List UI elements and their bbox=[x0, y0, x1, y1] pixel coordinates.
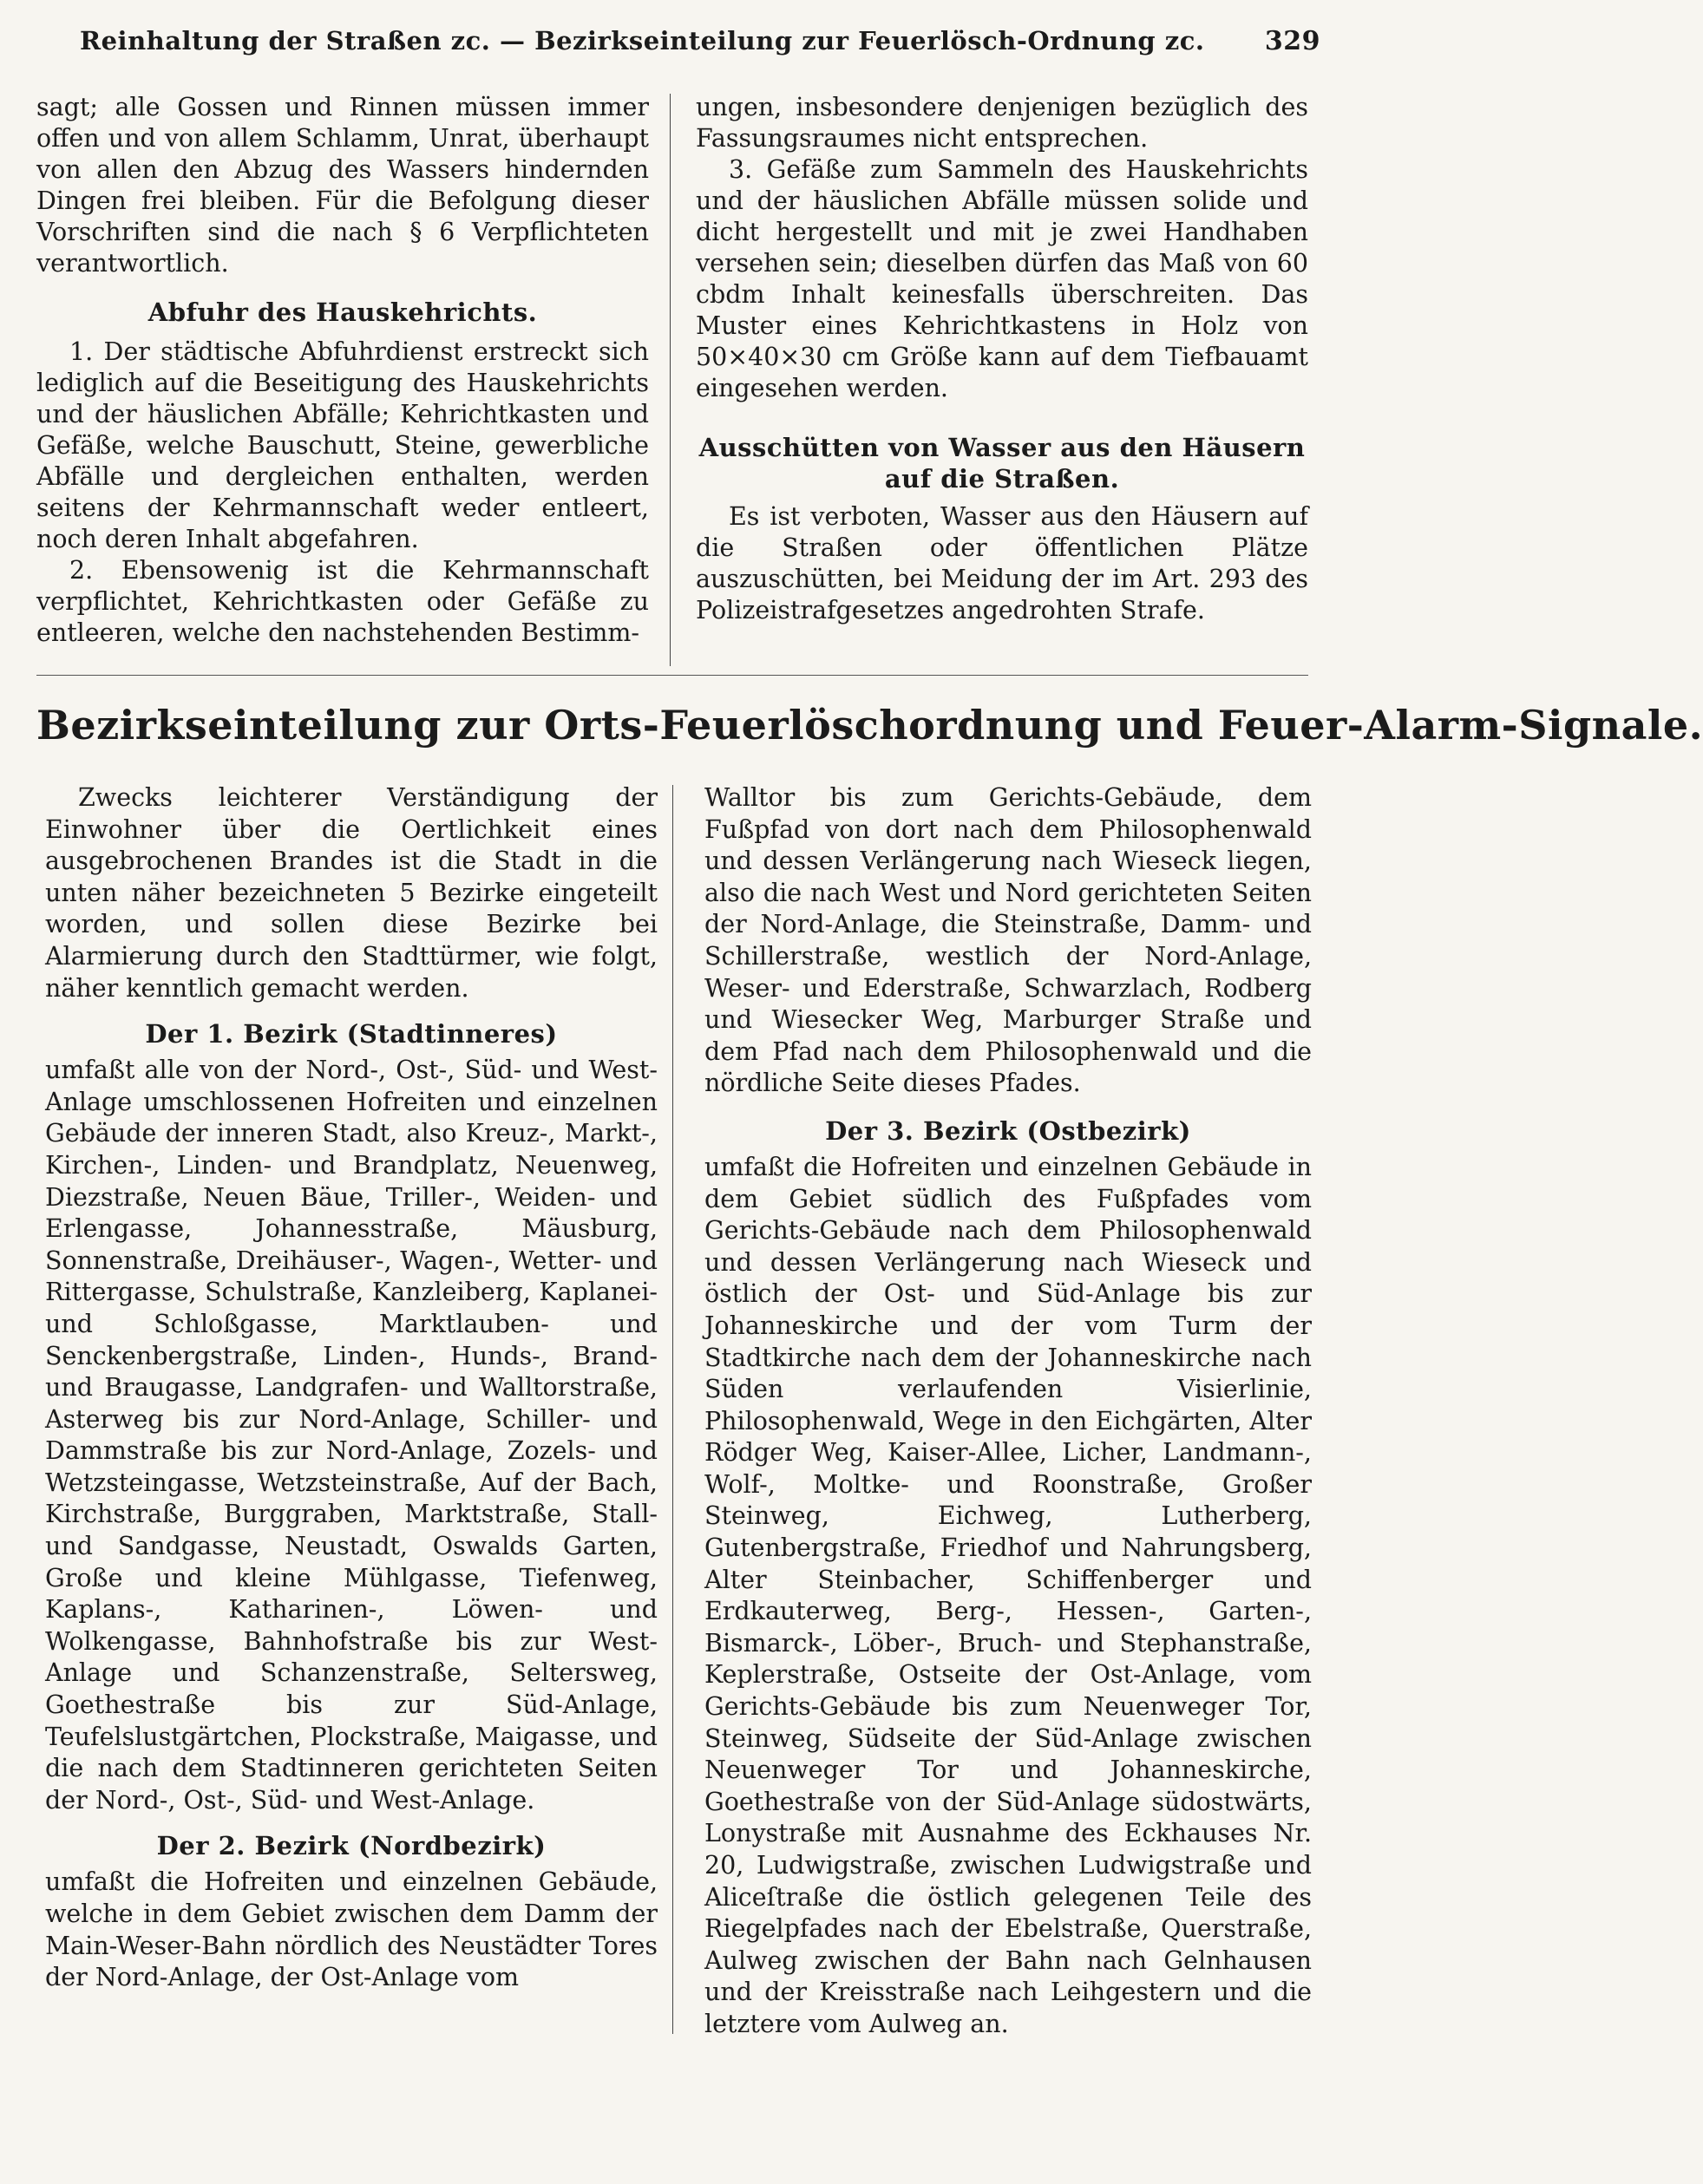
section-title: Bezirkseinteilung zur Orts-Feuerlöschordnung und Feuer-Alarm-Signale. bbox=[36, 702, 1703, 749]
paragraph: 2. Ebensowenig ist die Kehrmannschaft verpflichtet, Kehrichtkasten oder Gefäße zu entleeren, welche den nachstehenden Bestimm- bbox=[36, 556, 649, 647]
paragraph: umfaßt die Hofreiten und einzelnen Gebäude, welche in dem Gebiet zwischen dem Damm der Main-Weser-Bahn nördlich des Neustädter Tores der Nord-Anlage, der Ost-Anlage vom bbox=[45, 1867, 658, 1992]
column-divider bbox=[670, 94, 671, 666]
horizontal-rule bbox=[36, 675, 1308, 676]
column-divider bbox=[672, 785, 673, 2034]
top-right-column bbox=[696, 92, 1308, 626]
running-head-title: Reinhaltung der Straßen zc. — Bezirkseinteilung zur Feuerlösch-Ordnung zc. bbox=[80, 26, 1205, 56]
district-heading: Der 1. Bezirk (Stadtinneres) bbox=[145, 1019, 558, 1049]
top-left-column bbox=[36, 92, 649, 649]
page-number: 329 bbox=[1264, 26, 1320, 56]
paragraph: Es ist verboten, Wasser aus den Häusern auf die Straßen oder öffentlichen Plätze auszuschütten, bei Meidung der im Art. 293 des Polizeistrafgesetzes angedrohten Strafe. bbox=[696, 502, 1308, 624]
paragraph: Zwecks leichterer Verständigung der Einwohner über die Oertlichkeit eines ausgebrochenen Brandes ist die Stadt in die unten näher bezeichneten 5 Bezirke eingeteilt worden, und sollen diese Bezirke bei Alarmierung durch den Stadttürmer, wie folgt, näher kenntlich gemacht werden. bbox=[45, 783, 658, 1003]
district-heading: Der 2. Bezirk (Nordbezirk) bbox=[156, 1831, 547, 1861]
paragraph: Walltor bis zum Gerichts-Gebäude, dem Fußpfad von dort nach dem Philosophenwald und dessen Verlängerung nach Wieseck liegen, also die nach West und Nord gerichteten Seiten der Nord-Anlage, die Steinstraße, Damm- und Schillerstraße, westlich der Nord-Anlage, Weser- und Ederstraße, Schwarzlach, Rodberg und Wiesecker Weg, Marburger Straße und dem Pfad nach dem Philosophenwald und die nördliche Seite dieses Pfades. bbox=[704, 783, 1312, 1098]
bottom-left-column bbox=[45, 782, 658, 1994]
paragraph: 3. Gefäße zum Sammeln des Hauskehrichts und der häuslichen Abfälle müssen solide und dicht hergestellt und mit je zwei Handhaben versehen sein; dieselben dürfen das Maß von 60 cbdm Inhalt keinesfalls überschreiten. Das Muster eines Kehrichtkastens in Holz von 50×40×30 cm Größe kann auf dem Tiefbauamt eingesehen werden. bbox=[696, 155, 1308, 402]
paragraph: umfaßt die Hofreiten und einzelnen Gebäude in dem Gebiet südlich des Fußpfades vom Gerichts-Gebäude nach dem Philosophenwald und dessen Verlängerung nach Wieseck und östlich der Ost- und Süd-Anlage bis zur Johanneskirche und der vom Turm der Stadtkirche nach dem der Johanneskirche nach Süden verlaufenden Visierlinie, Philosophenwald, Wege in den Eichgärten, Alter Rödger Weg, Kaiser-Allee, Licher, Landmann-, Wolf-, Moltke- und Roonstraße, Großer Steinweg, Eichweg, Lutherberg, Gutenbergstraße, Friedhof und Nahrungsberg, Alter Steinbacher, Schiffenberger und Erdkauterweg, Berg-, Hessen-, Garten-, Bismarck-, Löber-, Bruch- und Stephanstraße, Keplerstraße, Ostseite der Ost-Anlage, vom Gerichts-Gebäude bis zum Neuenweger Tor, Steinweg, Südseite der Süd-Anlage zwischen Neuenweger Tor und Johanneskirche, Goethestraße von der Süd-Anlage südostwärts, Lonystraße mit Ausnahme des Eckhauses Nr. 20, Ludwigstraße, zwischen Ludwigstraße und Aliceſtraße die östlich gelegenen Teile des Riegelpfades nach der Ebelstraße, Querstraße, Aulweg zwischen der Bahn nach Gelnhausen und der Kreisstraße nach Leihgestern und die letztere vom Aulweg an. bbox=[704, 1152, 1312, 2038]
paragraph: sagt; alle Gossen und Rinnen müssen immer offen und von allem Schlamm, Unrat, überhaupt von allen den Abzug des Wassers hindernden Dingen frei bleiben. Für die Befolgung dieser Vorschriften sind die nach § 6 Verpflichteten verantwortlich. bbox=[36, 93, 649, 278]
bottom-right-column bbox=[704, 782, 1312, 2041]
district-heading: Der 3. Bezirk (Ostbezirk) bbox=[825, 1115, 1191, 1146]
running-head bbox=[80, 26, 1320, 68]
section-heading: Abfuhr des Hauskehrichts. bbox=[147, 298, 538, 327]
paragraph: 1. Der städtische Abfuhrdienst erstreckt sich lediglich auf die Beseitigung des Hauskehrichts und der häuslichen Abfälle; Kehrichtkasten und Gefäße, welche Bauschutt, Steine, gewerbliche Abfälle und dergleichen enthalten, werden seitens der Kehrmannschaft weder entleert, noch deren Inhalt abgefahren. bbox=[36, 337, 649, 553]
paragraph: umfaßt alle von der Nord-, Ost-, Süd- und West-Anlage umschlossenen Hofreiten und einzelnen Gebäude der inneren Stadt, also Kreuz-, Markt-, Kirchen-, Linden- und Brandplatz, Neuenweg, Diezstraße, Neuen Bäue, Triller-, Weiden- und Erlengasse, Johannesstraße, Mäusburg, Sonnenstraße, Dreihäuser-, Wagen-, Wetter- und Rittergasse, Schulstraße, Kanzleiberg, Kaplanei- und Schloßgasse, Marktlauben- und Senckenbergstraße, Linden-, Hunds-, Brand- und Braugasse, Landgrafen- und Walltorstraße, Asterweg bis zur Nord-Anlage, Schiller- und Dammstraße bis zur Nord-Anlage, Zozels- und Wetzsteingasse, Wetzsteinstraße, Auf der Bach, Kirchstraße, Burggraben, Marktstraße, Stall- und Sandgasse, Neustadt, Oswalds Garten, Große und kleine Mühlgasse, Tiefenweg, Kaplans-, Katharinen-, Löwen- und Wolkengasse, Bahnhofstraße bis zur West-Anlage und Schanzenstraße, Seltersweg, Goethestraße bis zur Süd-Anlage, Teufelslustgärtchen, Plockstraße, Maigasse, und die nach dem Stadtinneren gerichteten Seiten der Nord-, Ost-, Süd- und West-Anlage. bbox=[45, 1056, 658, 1815]
section-heading: Ausschütten von Wasser aus den Häusern auf die Straßen. bbox=[698, 433, 1306, 494]
paragraph: ungen, insbesondere denjenigen bezüglich des Fassungsraumes nicht entsprechen. bbox=[696, 93, 1308, 153]
